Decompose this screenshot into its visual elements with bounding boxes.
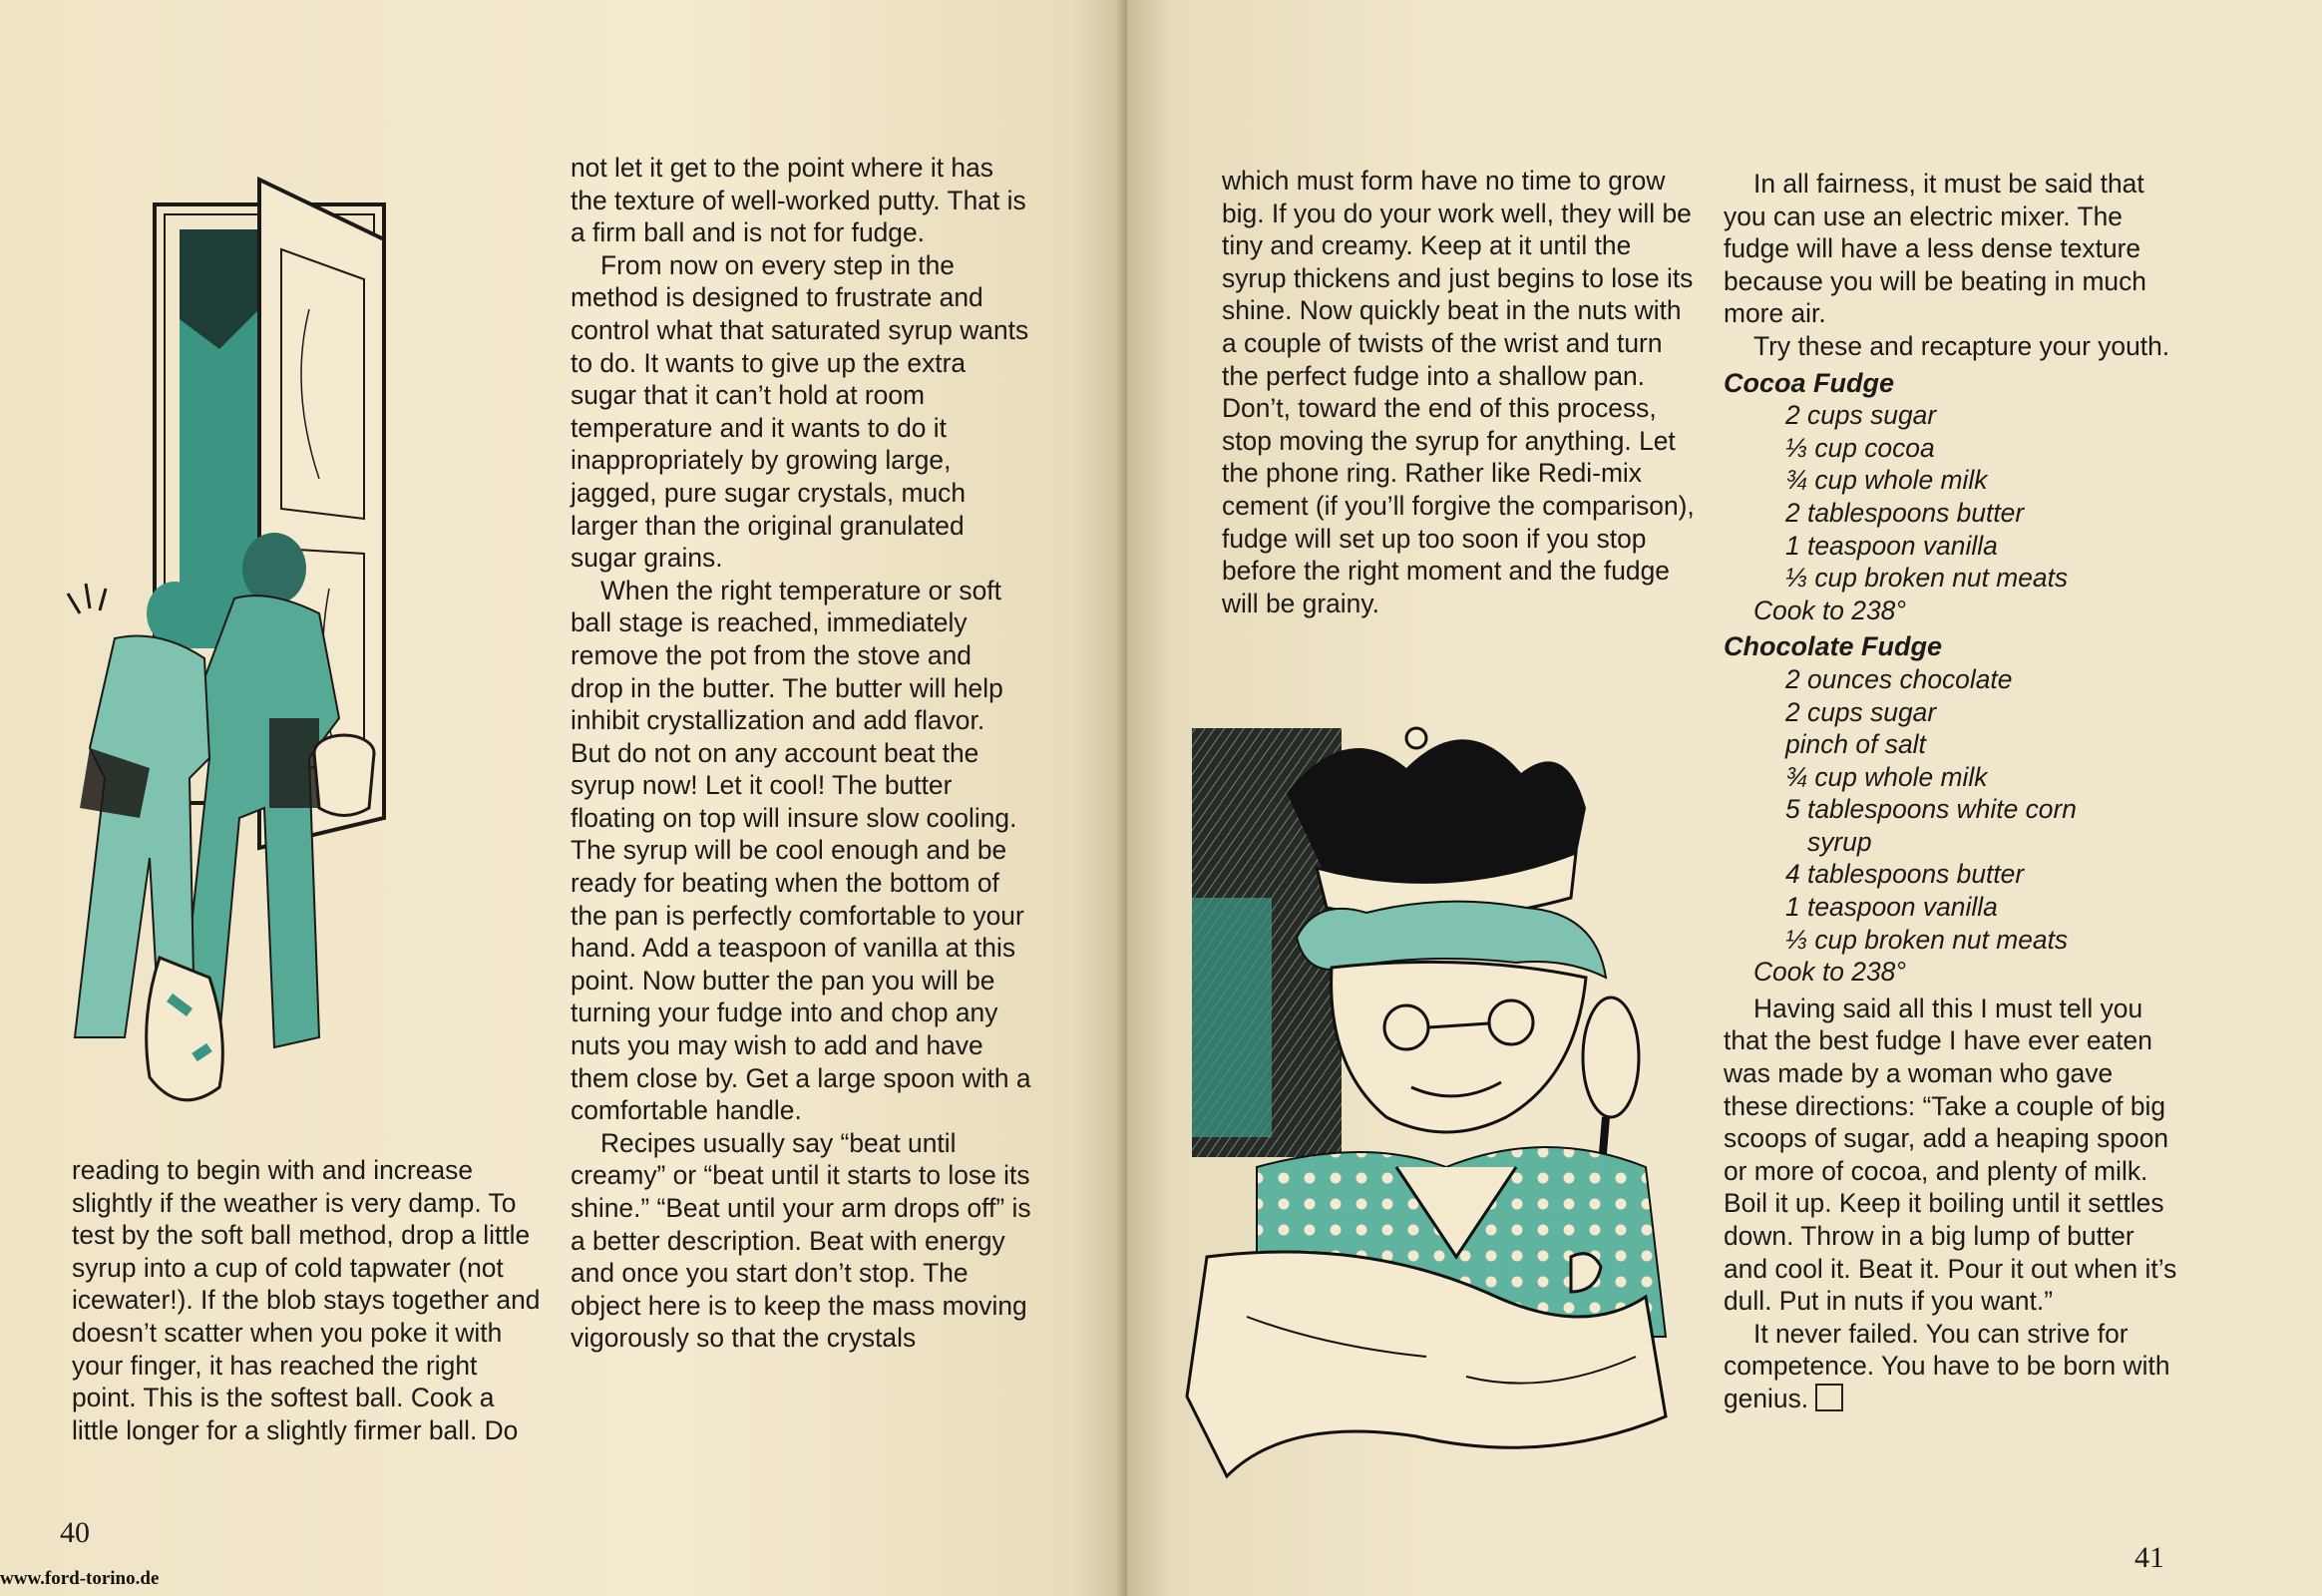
ingredient: 1 teaspoon vanilla: [1785, 892, 1998, 923]
watermark-text: www.ford-torino.de: [0, 1568, 160, 1589]
recipe-title-chocolate-fudge: Chocolate Fudge: [1724, 631, 1943, 662]
ingredient: 5 tablespoons white corn: [1785, 794, 2077, 825]
right-column-2: [1724, 168, 2177, 1415]
paragraph: which must form have no time to grow big. If you do your work well, they will be tiny and creamy. Keep at it until the syrup thickens and just begins to lose its shine. Now quickly beat in the nuts with a couple of twists of the wrist and turn the perfect fudge into a shallow pan. Don’t, toward the end of this process, stop moving the syrup for anything. Let the phone ring. Rather like Redi-mix cement (if you’ll forgive the comparison), fudge will set up too soon if you stop before the right moment and the fudge will be grainy.: [1222, 166, 1695, 618]
left-page: [0, 0, 1127, 1596]
ingredient: 2 cups sugar: [1785, 696, 1937, 727]
end-mark-icon: [1815, 1384, 1843, 1411]
right-column-1: [1222, 165, 1696, 619]
page-number: 40: [60, 1516, 90, 1549]
ingredient: 2 cups sugar: [1785, 400, 1937, 431]
paragraph: From now on every step in the method is designed to frustrate and control what that saturated syrup wants to do. It wants to give up the extra sugar that it can’t hold at room temperature and it wants to do it inappropriately by growing large, jagged, pure sugar crystals, much larger than the original granulated sugar grains.: [571, 249, 1029, 574]
grandma-with-crown-illustration: [1167, 698, 1716, 1516]
paragraph: [1724, 1318, 2177, 1415]
ingredient: pinch of salt: [1785, 729, 1926, 760]
kids-at-door-illustration: [20, 160, 559, 1137]
paragraph-text: It never failed. You can strive for competence. You have to be born with genius.: [1724, 1318, 2170, 1413]
cook-instruction: Cook to 238°: [1753, 595, 1906, 625]
ingredient: syrup: [1807, 826, 1872, 857]
paragraph: Try these and recapture your youth.: [1753, 330, 2170, 361]
recipe-title-cocoa-fudge: Cocoa Fudge: [1724, 367, 1895, 398]
ingredient: ⅓ cup cocoa: [1785, 432, 1935, 463]
ingredient: 2 tablespoons butter: [1785, 497, 2025, 528]
ingredient: ⅓ cup broken nut meats: [1785, 924, 2069, 955]
paragraph: When the right temperature or soft ball stage is reached, immediately remove the pot from the stove and drop in the butter. The butter will help inhibit crystallization and add flavor. But do not on any account beat the syrup now! Let it cool! The butter floating on top will insure slow cooling. The syrup will be cool enough and be ready for beating when the bottom of the pan is perfectly comfortable to your hand. Add a teaspoon of vanilla at this point. Now butter the pan you will be turning your fudge into and chop any nuts you may wish to add and have them close by. Get a large spoon with a comfortable handle.: [571, 575, 1031, 1126]
left-column-1: [72, 1154, 541, 1446]
paragraph: Recipes usually say “beat until creamy” or “beat until it starts to lose its shine.” “Beat until your arm drops off” is a better description. Beat with energy and once you start don’t stop. The object here is to keep the mass moving vigorously so that the crystals: [571, 1127, 1031, 1354]
paragraph: Having said all this I must tell you that the best fudge I have ever eaten was made by a woman who gave these directions: “Take a couple of big scoops of sugar, add a heaping spoon or more of cocoa, and plenty of milk. Boil it up. Keep it boiling until it settles down. Throw in a big lump of butter and cool it. Beat it. Pour it out when it’s dull. Put in nuts if you want.”: [1724, 993, 2177, 1317]
paragraph: reading to begin with and increase slightly if the weather is very damp. To test by the soft ball method, drop a little syrup into a cup of cold tapwater (not icewater!). If the blob stays together and doesn’t scatter when you poke it with your finger, it has reached the right point. This is the softest ball. Cook a little longer for a slightly firmer ball. Do: [72, 1155, 541, 1445]
ingredient: ¾ cup whole milk: [1785, 465, 1988, 496]
ingredient: 2 ounces chocolate: [1785, 663, 2013, 694]
paragraph: In all fairness, it must be said that you can use an electric mixer. The fudge will have a less dense texture because you will be beating in much more air.: [1724, 169, 2146, 329]
page-number: 41: [2134, 1541, 2164, 1574]
paragraph: not let it get to the point where it has the texture of well-worked putty. That is a firm ball and is not for fudge.: [571, 153, 1026, 248]
ingredient: ⅓ cup broken nut meats: [1785, 563, 2069, 594]
cook-instruction: Cook to 238°: [1753, 957, 1906, 988]
ingredient: ¾ cup whole milk: [1785, 761, 1988, 792]
right-page: [1127, 0, 2322, 1596]
ingredient: 1 teaspoon vanilla: [1785, 530, 1998, 561]
ingredient: 4 tablespoons butter: [1785, 859, 2025, 890]
left-column-2: [571, 152, 1031, 1355]
